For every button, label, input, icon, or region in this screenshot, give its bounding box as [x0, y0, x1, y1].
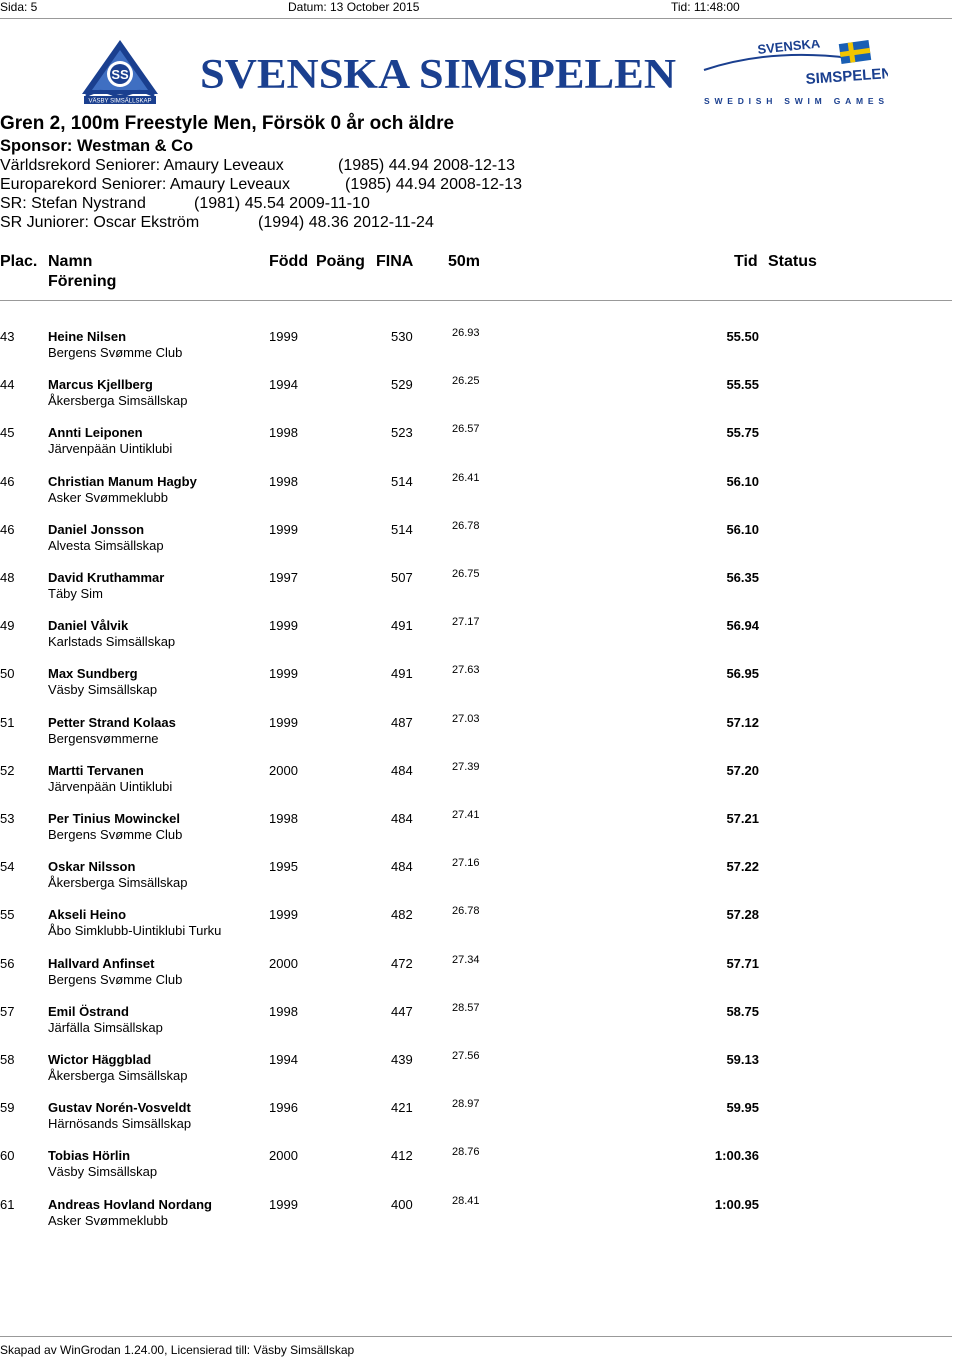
result-place: 59 — [0, 1100, 15, 1115]
result-club: Väsby Simsällskap — [48, 682, 158, 697]
result-points: 523 — [391, 425, 413, 440]
result-time: 57.12 — [726, 715, 759, 730]
result-club: Åkersberga Simsällskap — [48, 393, 188, 408]
svenska-simspelen-wordmark — [200, 52, 680, 99]
result-club: Asker Svømmeklubb — [48, 1213, 168, 1228]
result-time: 57.28 — [726, 907, 759, 922]
result-place: 49 — [0, 618, 15, 633]
result-split-50m: 26.93 — [452, 327, 480, 339]
col-name: Namn — [48, 253, 93, 270]
result-place: 46 — [0, 522, 15, 537]
result-name: Gustav Norén-Vosveldt — [48, 1100, 191, 1115]
result-place: 54 — [0, 859, 15, 874]
result-born: 1997 — [269, 570, 298, 585]
table-row — [0, 1197, 960, 1245]
record-info: (1985) 44.94 2008-12-13 — [338, 157, 516, 174]
result-split-50m: 27.63 — [452, 664, 480, 676]
result-place: 58 — [0, 1052, 15, 1067]
table-row — [0, 1052, 960, 1100]
result-name: Petter Strand Kolaas — [48, 715, 176, 730]
result-points: 482 — [391, 907, 413, 922]
result-name: David Kruthammar — [48, 570, 165, 585]
result-split-50m: 26.25 — [452, 375, 480, 387]
result-time: 55.50 — [726, 329, 759, 344]
event-sponsor: Sponsor: Westman & Co — [0, 137, 194, 155]
result-points: 421 — [391, 1100, 413, 1115]
result-split-50m: 27.03 — [452, 713, 480, 725]
result-club: Alvesta Simsällskap — [48, 538, 164, 553]
page-header — [0, 0, 960, 14]
result-place: 55 — [0, 907, 15, 922]
result-time: 56.95 — [726, 666, 759, 681]
logo-svenska: SVENSKA — [756, 40, 821, 57]
record-info: (1994) 48.36 2012-11-24 — [258, 214, 434, 231]
result-place: 57 — [0, 1004, 15, 1019]
table-row — [0, 715, 960, 763]
result-club: Bergens Svømme Club — [48, 972, 183, 987]
result-born: 2000 — [269, 956, 298, 971]
table-row — [0, 763, 960, 811]
result-name: Per Tinius Mowinckel — [48, 811, 180, 826]
result-points: 484 — [391, 811, 413, 826]
result-place: 61 — [0, 1197, 15, 1212]
result-time: 1:00.36 — [714, 1148, 759, 1163]
result-born: 1999 — [269, 522, 298, 537]
result-points: 484 — [391, 763, 413, 778]
table-row — [0, 329, 960, 377]
result-split-50m: 27.16 — [452, 857, 480, 869]
result-split-50m: 28.76 — [452, 1146, 480, 1158]
result-name: Tobias Hörlin — [48, 1148, 131, 1163]
result-points: 514 — [391, 474, 413, 489]
result-place: 52 — [0, 763, 15, 778]
result-club: Järfälla Simsällskap — [48, 1020, 163, 1035]
table-row — [0, 907, 960, 955]
result-split-50m: 27.17 — [452, 616, 480, 628]
result-club: Karlstads Simsällskap — [48, 634, 176, 649]
print-time: Tid: 11:48:00 — [671, 0, 740, 14]
result-born: 1999 — [269, 1197, 298, 1212]
result-name: Wictor Häggblad — [48, 1052, 152, 1067]
result-split-50m: 26.57 — [452, 423, 480, 435]
result-born: 1996 — [269, 1100, 298, 1115]
result-points: 491 — [391, 618, 413, 633]
result-born: 2000 — [269, 1148, 298, 1163]
result-club: Bergensvømmerne — [48, 731, 159, 746]
result-club: Asker Svømmeklubb — [48, 490, 168, 505]
result-born: 1999 — [269, 715, 298, 730]
col-points: Poäng — [316, 253, 365, 270]
result-club: Åkersberga Simsällskap — [48, 1068, 188, 1083]
header-divider — [0, 18, 952, 19]
result-born: 1995 — [269, 859, 298, 874]
table-row — [0, 1004, 960, 1052]
svg-text:VÄSBY SIMSÄLLSKAP: VÄSBY SIMSÄLLSKAP — [88, 98, 152, 104]
result-name: Hallvard Anfinset — [48, 956, 155, 971]
result-place: 53 — [0, 811, 15, 826]
logo-simspelen: SIMSPELEN — [805, 64, 888, 88]
table-row — [0, 522, 960, 570]
result-points: 400 — [391, 1197, 413, 1212]
result-name: Max Sundberg — [48, 666, 138, 681]
result-split-50m: 26.78 — [452, 520, 480, 532]
result-place: 56 — [0, 956, 15, 971]
result-club: Åbo Simklubb-Uintiklubi Turku — [48, 923, 222, 938]
result-place: 44 — [0, 377, 15, 392]
col-split: 50m — [448, 253, 481, 270]
result-points: 472 — [391, 956, 413, 971]
table-row — [0, 859, 960, 907]
result-points: 514 — [391, 522, 413, 537]
result-points: 484 — [391, 859, 413, 874]
col-born: Född — [269, 253, 309, 270]
result-split-50m: 26.75 — [452, 568, 480, 580]
result-born: 1999 — [269, 618, 298, 633]
result-split-50m: 27.56 — [452, 1050, 480, 1062]
result-club: Bergens Svømme Club — [48, 827, 183, 842]
table-row — [0, 956, 960, 1004]
table-row — [0, 425, 960, 473]
result-split-50m: 26.78 — [452, 905, 480, 917]
result-points: 491 — [391, 666, 413, 681]
svg-text:SS: SS — [111, 67, 129, 82]
result-name: Daniel Vålvik — [48, 618, 129, 633]
record-info: (1981) 45.54 2009-11-10 — [194, 195, 370, 212]
swedish-swim-games-logo — [700, 40, 888, 106]
result-place: 45 — [0, 425, 15, 440]
result-points: 412 — [391, 1148, 413, 1163]
col-time: Tid — [734, 253, 758, 270]
result-name: Annti Leiponen — [48, 425, 143, 440]
record-label: Europarekord Seniorer: Amaury Leveaux — [0, 176, 290, 193]
result-name: Akseli Heino — [48, 907, 127, 922]
result-time: 56.10 — [726, 522, 759, 537]
result-points: 530 — [391, 329, 413, 344]
result-place: 46 — [0, 474, 15, 489]
result-born: 1994 — [269, 1052, 298, 1067]
result-club: Järvenpään Uintiklubi — [48, 779, 173, 794]
result-name: Emil Östrand — [48, 1004, 129, 1019]
wordmark-text: SVENSKA SIMSPELEN — [200, 52, 676, 94]
result-born: 1998 — [269, 425, 298, 440]
result-points: 487 — [391, 715, 413, 730]
result-time: 59.95 — [726, 1100, 759, 1115]
result-name: Daniel Jonsson — [48, 522, 145, 537]
result-place: 50 — [0, 666, 15, 681]
result-name: Heine Nilsen — [48, 329, 127, 344]
table-row — [0, 666, 960, 714]
result-points: 529 — [391, 377, 413, 392]
result-club: Täby Sim — [48, 586, 103, 601]
result-split-50m: 28.97 — [452, 1098, 480, 1110]
col-club: Förening — [48, 273, 117, 290]
result-time: 59.13 — [726, 1052, 759, 1067]
result-club: Väsby Simsällskap — [48, 1164, 158, 1179]
result-name: Christian Manum Hagby — [48, 474, 197, 489]
result-split-50m: 28.57 — [452, 1002, 480, 1014]
result-time: 57.71 — [726, 956, 759, 971]
col-status: Status — [768, 253, 817, 270]
footer-divider — [0, 1336, 952, 1337]
result-time: 56.35 — [726, 570, 759, 585]
result-time: 57.20 — [726, 763, 759, 778]
results-header-divider — [0, 300, 952, 301]
result-club: Bergens Svømme Club — [48, 345, 183, 360]
result-name: Andreas Hovland Nordang — [48, 1197, 212, 1212]
result-born: 1999 — [269, 907, 298, 922]
result-club: Åkersberga Simsällskap — [48, 875, 188, 890]
print-date: Datum: 13 October 2015 — [288, 0, 420, 14]
result-born: 1999 — [269, 666, 298, 681]
table-row — [0, 474, 960, 522]
record-label: SR Juniorer: Oscar Ekström — [0, 214, 200, 231]
result-place: 48 — [0, 570, 15, 585]
col-place: Plac. — [0, 253, 38, 270]
table-row — [0, 1100, 960, 1148]
result-time: 58.75 — [726, 1004, 759, 1019]
table-row — [0, 1148, 960, 1196]
result-split-50m: 27.34 — [452, 954, 480, 966]
result-time: 1:00.95 — [714, 1197, 759, 1212]
result-born: 1998 — [269, 474, 298, 489]
vasby-ss-logo — [78, 38, 162, 104]
result-points: 439 — [391, 1052, 413, 1067]
result-time: 57.21 — [726, 811, 759, 826]
page-number: Sida: 5 — [0, 0, 38, 14]
result-name: Marcus Kjellberg — [48, 377, 153, 392]
event-title: Gren 2, 100m Freestyle Men, Försök 0 år och äldre — [0, 113, 455, 134]
result-split-50m: 27.41 — [452, 809, 480, 821]
logo-swedish-swim-games: SWEDISH SWIM GAMES — [704, 96, 884, 106]
result-split-50m: 26.41 — [452, 472, 480, 484]
table-row — [0, 570, 960, 618]
result-born: 1999 — [269, 329, 298, 344]
result-place: 43 — [0, 329, 15, 344]
result-club: Härnösands Simsällskap — [48, 1116, 192, 1131]
result-time: 56.94 — [726, 618, 759, 633]
result-time: 57.22 — [726, 859, 759, 874]
record-label: Världsrekord Seniorer: Amaury Leveaux — [0, 157, 284, 174]
result-born: 2000 — [269, 763, 298, 778]
col-fina: FINA — [376, 253, 414, 270]
result-place: 60 — [0, 1148, 15, 1163]
result-name: Oskar Nilsson — [48, 859, 136, 874]
result-split-50m: 28.41 — [452, 1195, 480, 1207]
result-split-50m: 27.39 — [452, 761, 480, 773]
table-row — [0, 811, 960, 859]
table-row — [0, 377, 960, 425]
result-points: 507 — [391, 570, 413, 585]
result-name: Martti Tervanen — [48, 763, 144, 778]
result-born: 1998 — [269, 1004, 298, 1019]
result-born: 1994 — [269, 377, 298, 392]
record-info: (1985) 44.94 2008-12-13 — [345, 176, 523, 193]
result-points: 447 — [391, 1004, 413, 1019]
footer-text: Skapad av WinGrodan 1.24.00, Licensierad till: Väsby Simsällskap — [0, 1343, 355, 1357]
result-time: 55.55 — [726, 377, 759, 392]
result-place: 51 — [0, 715, 15, 730]
result-time: 55.75 — [726, 425, 759, 440]
result-born: 1998 — [269, 811, 298, 826]
result-club: Järvenpään Uintiklubi — [48, 441, 173, 456]
record-label: SR: Stefan Nystrand — [0, 195, 146, 212]
result-time: 56.10 — [726, 474, 759, 489]
table-row — [0, 618, 960, 666]
